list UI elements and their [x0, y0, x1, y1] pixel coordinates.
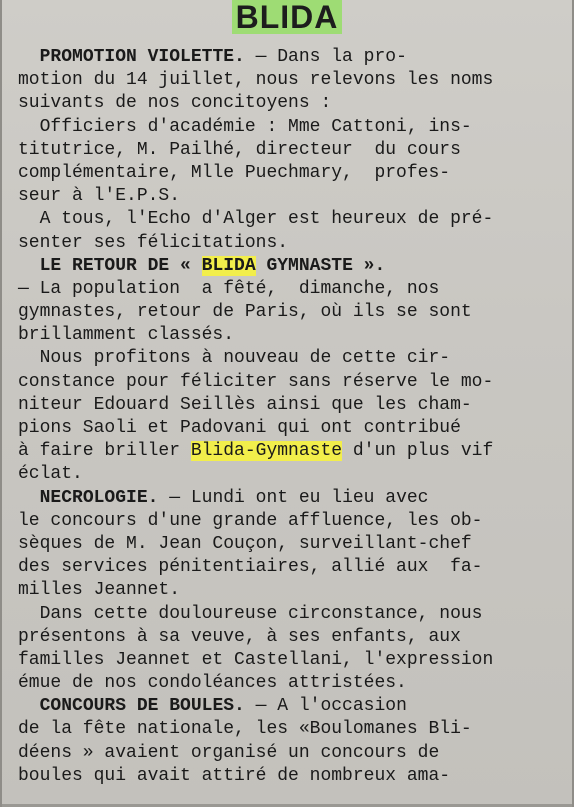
article-line [18, 556, 574, 579]
line-text: — Dans la pro- [244, 47, 407, 67]
article-line [18, 208, 574, 231]
line-text: de la fête nationale, les «Boulomanes Bli- [18, 719, 472, 740]
line-text: — Lundi ont eu lieu avec [158, 487, 429, 508]
article-line [18, 232, 574, 255]
line-lead [18, 696, 40, 716]
line-text: déens » avaient organisé un concours de [18, 742, 440, 763]
article-line [18, 510, 574, 533]
section-heading: CONCOURS DE BOULES. [39, 696, 245, 717]
line-text: Dans cette douloureuse circonstance, nous [18, 603, 483, 624]
line-text: titutrice, M. Pailhé, directeur du cours [18, 139, 461, 160]
line-text: constance pour féliciter sans réserve le mo- [18, 371, 494, 392]
article-line [18, 394, 574, 417]
article-line [18, 718, 574, 741]
line-text: d'un plus vif [342, 441, 494, 462]
line-text: présentons à sa veuve, à ses enfants, aux [18, 626, 461, 647]
article-line [18, 347, 574, 370]
article-line [18, 533, 574, 556]
article-line [18, 742, 574, 765]
section-heading: NECROLOGIE. [39, 487, 159, 508]
line-text: complémentaire, Mlle Puechmary, profes- [18, 162, 451, 183]
article-line [18, 603, 574, 626]
line-text: pions Saoli et Padovani qui ont contribué [18, 418, 461, 438]
line-lead: à faire briller [18, 441, 191, 462]
line-text: émue de nos condoléances attristées. [18, 673, 407, 694]
line-text: Officiers d'académie : Mme Cattoni, ins- [18, 116, 472, 137]
line-text: senter ses félicitations. [18, 232, 289, 253]
article-line [18, 672, 574, 695]
article-line [18, 440, 574, 463]
section-heading: LE RETOUR DE « [39, 255, 202, 276]
highlighted-term: Blida-Gymnaste [190, 441, 343, 462]
article-line [18, 278, 574, 301]
article-line [18, 162, 574, 185]
line-text: milles Jeannet. [18, 580, 181, 601]
headline-text: BLIDA [232, 0, 343, 34]
article-line [18, 579, 574, 602]
line-text: le concours d'une grande affluence, les ob- [18, 510, 483, 531]
headline [2, 0, 572, 34]
line-text: suivants de nos concitoyens : [18, 93, 332, 114]
line-text: motion du 14 juillet, nous relevons les noms [18, 70, 494, 91]
line-lead [18, 256, 40, 276]
line-text: gymnastes, retour de Paris, où ils se sont [18, 302, 472, 323]
line-lead [18, 47, 40, 67]
article-line [18, 139, 574, 162]
line-text: niteur Edouard Seillès ainsi que les cham- [18, 394, 472, 415]
line-lead [18, 488, 40, 508]
article-line [18, 92, 574, 115]
line-text: éclat. [18, 464, 83, 485]
article-line [18, 463, 574, 486]
line-text: boules qui avait attiré de nombreux ama- [18, 765, 451, 786]
article-line [18, 371, 574, 394]
line-text: — A l'occasion [244, 696, 407, 717]
highlighted-term: BLIDA [201, 255, 256, 276]
article-line [18, 765, 574, 788]
line-text: brillamment classés. [18, 325, 235, 346]
article-line [18, 324, 574, 347]
line-text: seur à l'E.P.S. [18, 186, 181, 207]
article-line [18, 255, 574, 278]
article-line [18, 626, 574, 649]
line-text: A tous, l'Echo d'Alger est heureux de pré- [18, 209, 494, 230]
article-body [18, 46, 574, 788]
article-line [18, 69, 574, 92]
line-text: sèques de M. Jean Couçon, surveillant-chef [18, 533, 472, 554]
line-text: Nous profitons à nouveau de cette cir- [18, 348, 451, 369]
article-line [18, 487, 574, 510]
section-heading-cont: GYMNASTE ». [255, 255, 386, 276]
article-line [18, 649, 574, 672]
article-line [18, 301, 574, 324]
article-line [18, 46, 574, 69]
article-line [18, 417, 574, 440]
line-text: familles Jeannet et Castellani, l'expression [18, 649, 494, 670]
article-line [18, 116, 574, 139]
line-text: — La population a fêté, dimanche, nos [18, 278, 440, 299]
section-heading: PROMOTION VIOLETTE. [39, 47, 245, 67]
line-text: des services pénitentiaires, allié aux fa- [18, 557, 483, 578]
article-line [18, 695, 574, 718]
article-line [18, 185, 574, 208]
